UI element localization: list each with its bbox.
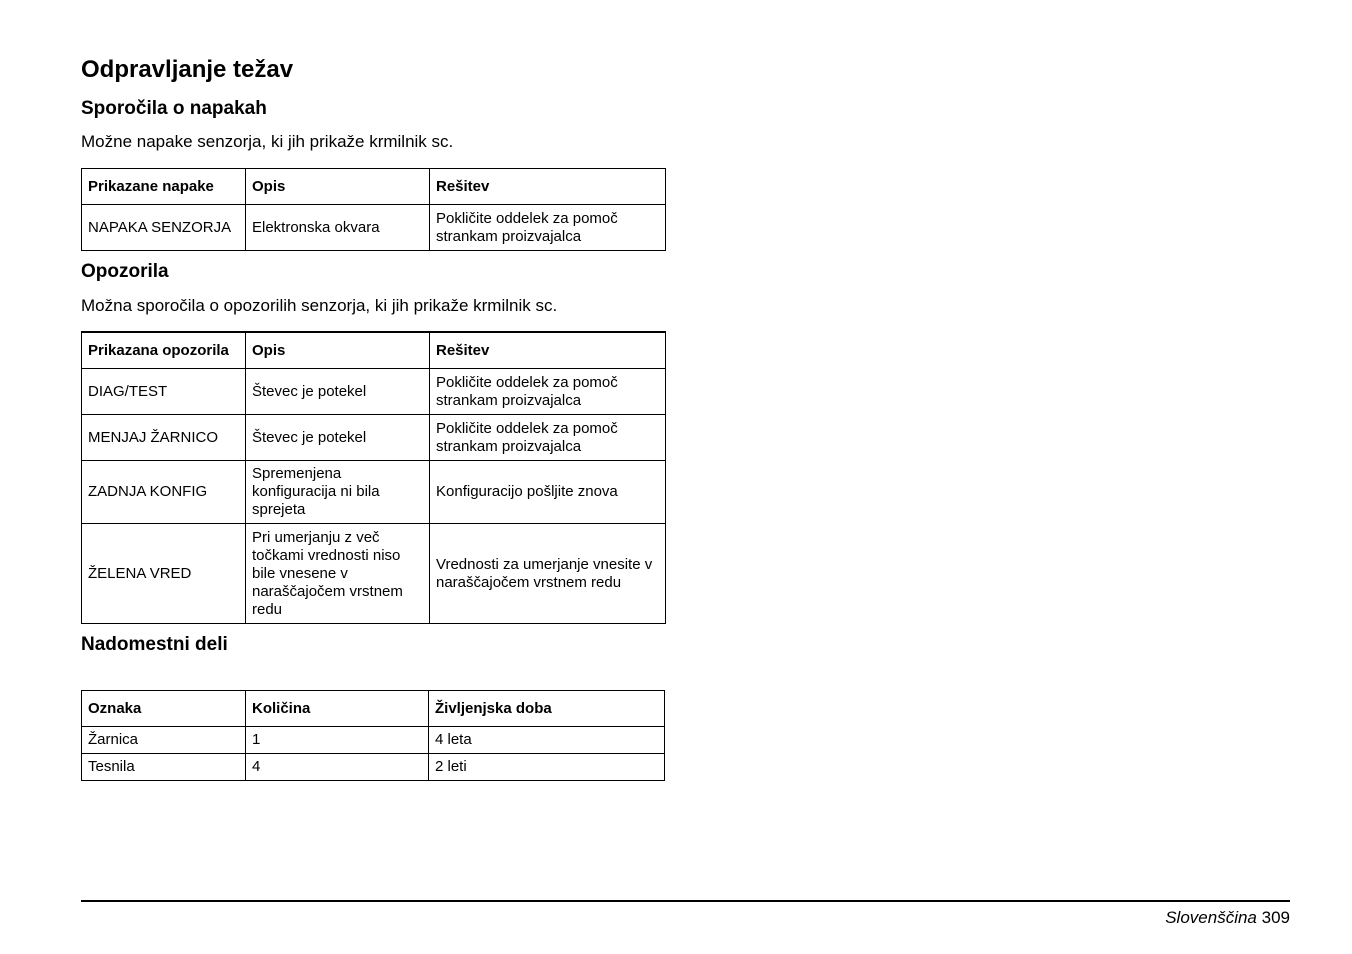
table-row [82, 461, 666, 524]
table-row [82, 415, 666, 461]
warnings-header-solution: Rešitev [430, 332, 666, 369]
part-lifetime-cell: 4 leta [429, 727, 665, 754]
warnings-section-title: Opozorila [81, 261, 169, 282]
errors-header-row [82, 169, 666, 205]
parts-header-row [82, 691, 665, 727]
warning-description-cell: Pri umerjanju z več točkami vrednosti niso bile vnesene v naraščajočem vrstnem redu [246, 524, 430, 624]
warning-code-cell: ZADNJA KONFIG [82, 461, 246, 524]
warning-solution-cell: Pokličite oddelek za pomoč strankam proizvajalca [430, 369, 666, 415]
errors-intro-text: Možne napake senzorja, ki jih prikaže krmilnik sc. [81, 132, 454, 151]
footer-language: Slovenščina [1165, 908, 1257, 927]
table-row [82, 754, 665, 781]
footer-page-number: 309 [1261, 908, 1290, 927]
warning-description-cell: Števec je potekel [246, 415, 430, 461]
errors-header-solution: Rešitev [430, 169, 666, 205]
warning-code-cell: DIAG/TEST [82, 369, 246, 415]
part-label-cell: Tesnila [82, 754, 246, 781]
warnings-header-description: Opis [246, 332, 430, 369]
warnings-table [81, 331, 666, 624]
part-lifetime-cell: 2 leti [429, 754, 665, 781]
page-footer [1165, 907, 1290, 929]
part-quantity-cell: 4 [246, 754, 429, 781]
warning-code-cell: MENJAJ ŽARNICO [82, 415, 246, 461]
warning-code-cell: ŽELENA VRED [82, 524, 246, 624]
errors-table [81, 168, 666, 251]
part-label-cell: Žarnica [82, 727, 246, 754]
parts-section-title: Nadomestni deli [81, 634, 228, 655]
warning-solution-cell: Pokličite oddelek za pomoč strankam proizvajalca [430, 415, 666, 461]
errors-header-description: Opis [246, 169, 430, 205]
part-quantity-cell: 1 [246, 727, 429, 754]
warnings-intro-text: Možna sporočila o opozorilih senzorja, ki jih prikaže krmilnik sc. [81, 296, 558, 315]
errors-section-title: Sporočila o napakah [81, 98, 267, 119]
warning-description-cell: Spremenjena konfiguracija ni bila sprejeta [246, 461, 430, 524]
table-row [82, 205, 666, 251]
table-row [82, 369, 666, 415]
error-description-cell: Elektronska okvara [246, 205, 430, 251]
parts-table [81, 690, 665, 781]
page-title: Odpravljanje težav [81, 56, 294, 83]
footer-divider [81, 900, 1290, 902]
warnings-header-row [82, 332, 666, 369]
error-solution-cell: Pokličite oddelek za pomoč strankam proizvajalca [430, 205, 666, 251]
parts-header-label: Oznaka [82, 691, 246, 727]
parts-header-quantity: Količina [246, 691, 429, 727]
errors-header-displayed: Prikazane napake [82, 169, 246, 205]
table-row [82, 727, 665, 754]
warning-description-cell: Števec je potekel [246, 369, 430, 415]
error-code-cell: NAPAKA SENZORJA [82, 205, 246, 251]
parts-header-lifetime: Življenjska doba [429, 691, 665, 727]
warning-solution-cell: Konfiguracijo pošljite znova [430, 461, 666, 524]
warning-solution-cell: Vrednosti za umerjanje vnesite v naraščajočem vrstnem redu [430, 524, 666, 624]
warnings-header-displayed: Prikazana opozorila [82, 332, 246, 369]
table-row [82, 524, 666, 624]
